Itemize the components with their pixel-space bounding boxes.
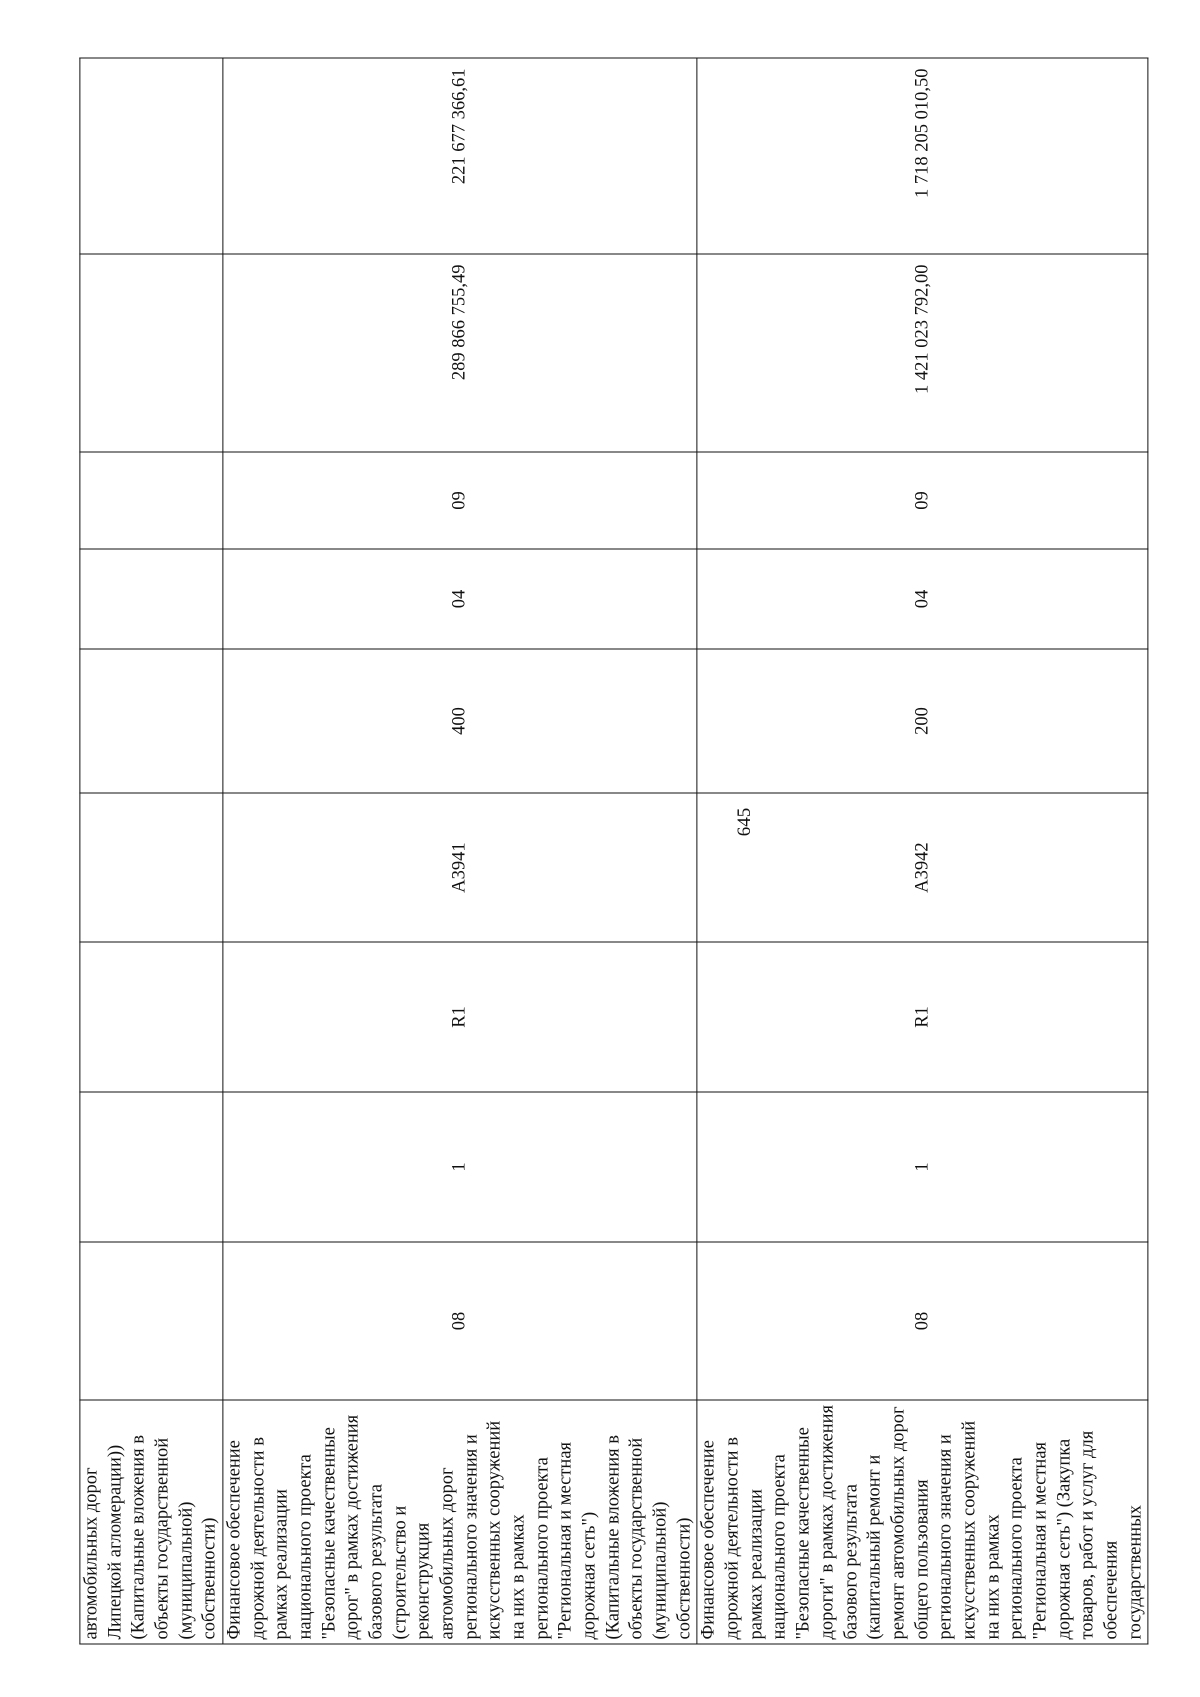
code-cell: 04: [697, 549, 1148, 649]
code-cell: [80, 549, 223, 649]
code-cell: [80, 649, 223, 793]
sum-cell: 1 718 205 010,50: [697, 58, 1148, 254]
row-name: Финансовое обеспечение дорожной деятельности в рамках реализации национального проекта "Безопасные качественные дорог" в рамках достижения базового результата (строительство и реконструкция автомобильных дорог регионального значения и искусственных сооружений на них в рамках регионального проекта "Региональная и местная дорожная сеть") (Капитальные вложения в объекты государственной (муниципальной) собственности): [224, 1414, 695, 1640]
code-cell: 1: [697, 1092, 1148, 1242]
code-cell: 400: [223, 649, 697, 793]
sum-cell: [80, 58, 223, 254]
code-cell: R1: [223, 942, 697, 1092]
row-name-cell: [697, 1400, 1148, 1644]
code-cell: [80, 942, 223, 1092]
code-cell: [80, 793, 223, 942]
sum-cell: 289 866 755,49: [223, 254, 697, 452]
code-cell: 04: [223, 549, 697, 649]
code-cell: А3941: [223, 793, 697, 942]
code-cell: 08: [697, 1242, 1148, 1400]
sum-cell: 221 677 366,61: [223, 58, 697, 254]
table-row: [223, 58, 697, 1644]
code-cell: 09: [697, 452, 1148, 549]
code-cell: [80, 1092, 223, 1242]
table-row: [697, 58, 1148, 1644]
page-number: 645: [734, 807, 755, 837]
row-name: автомобильных дорог Липецкой агломерации)) (Капитальные вложения в объекты государственной (муниципальной) собственности): [81, 1435, 220, 1640]
row-name-cell: [223, 1400, 697, 1644]
budget-table: [79, 58, 1148, 1645]
sum-cell: 1 421 023 792,00: [697, 254, 1148, 452]
code-cell: 1: [223, 1092, 697, 1242]
code-cell: А3942: [697, 793, 1148, 942]
code-cell: 08: [223, 1242, 697, 1400]
code-cell: 09: [223, 452, 697, 549]
sum-cell: [80, 254, 223, 452]
code-cell: 200: [697, 649, 1148, 793]
table-row: [80, 58, 223, 1644]
code-cell: R1: [697, 942, 1148, 1092]
code-cell: [80, 452, 223, 549]
budget-table-container: [81, 58, 1145, 1644]
code-cell: [80, 1242, 223, 1400]
row-name-cell: [80, 1400, 223, 1644]
row-name: Финансовое обеспечение дорожной деятельности в рамках реализации национального проекта "Безопасные качественные дороги" в рамках достижения базового результата (капитальный ремонт и ремонт автомобильных дорог общего пользования регионального значения и искусственных сооружений на них в рамках регионального проекта "Региональная и местная дорожная сеть") (Закупка товаров, работ и услуг для обеспечения государственных: [698, 1404, 1145, 1640]
